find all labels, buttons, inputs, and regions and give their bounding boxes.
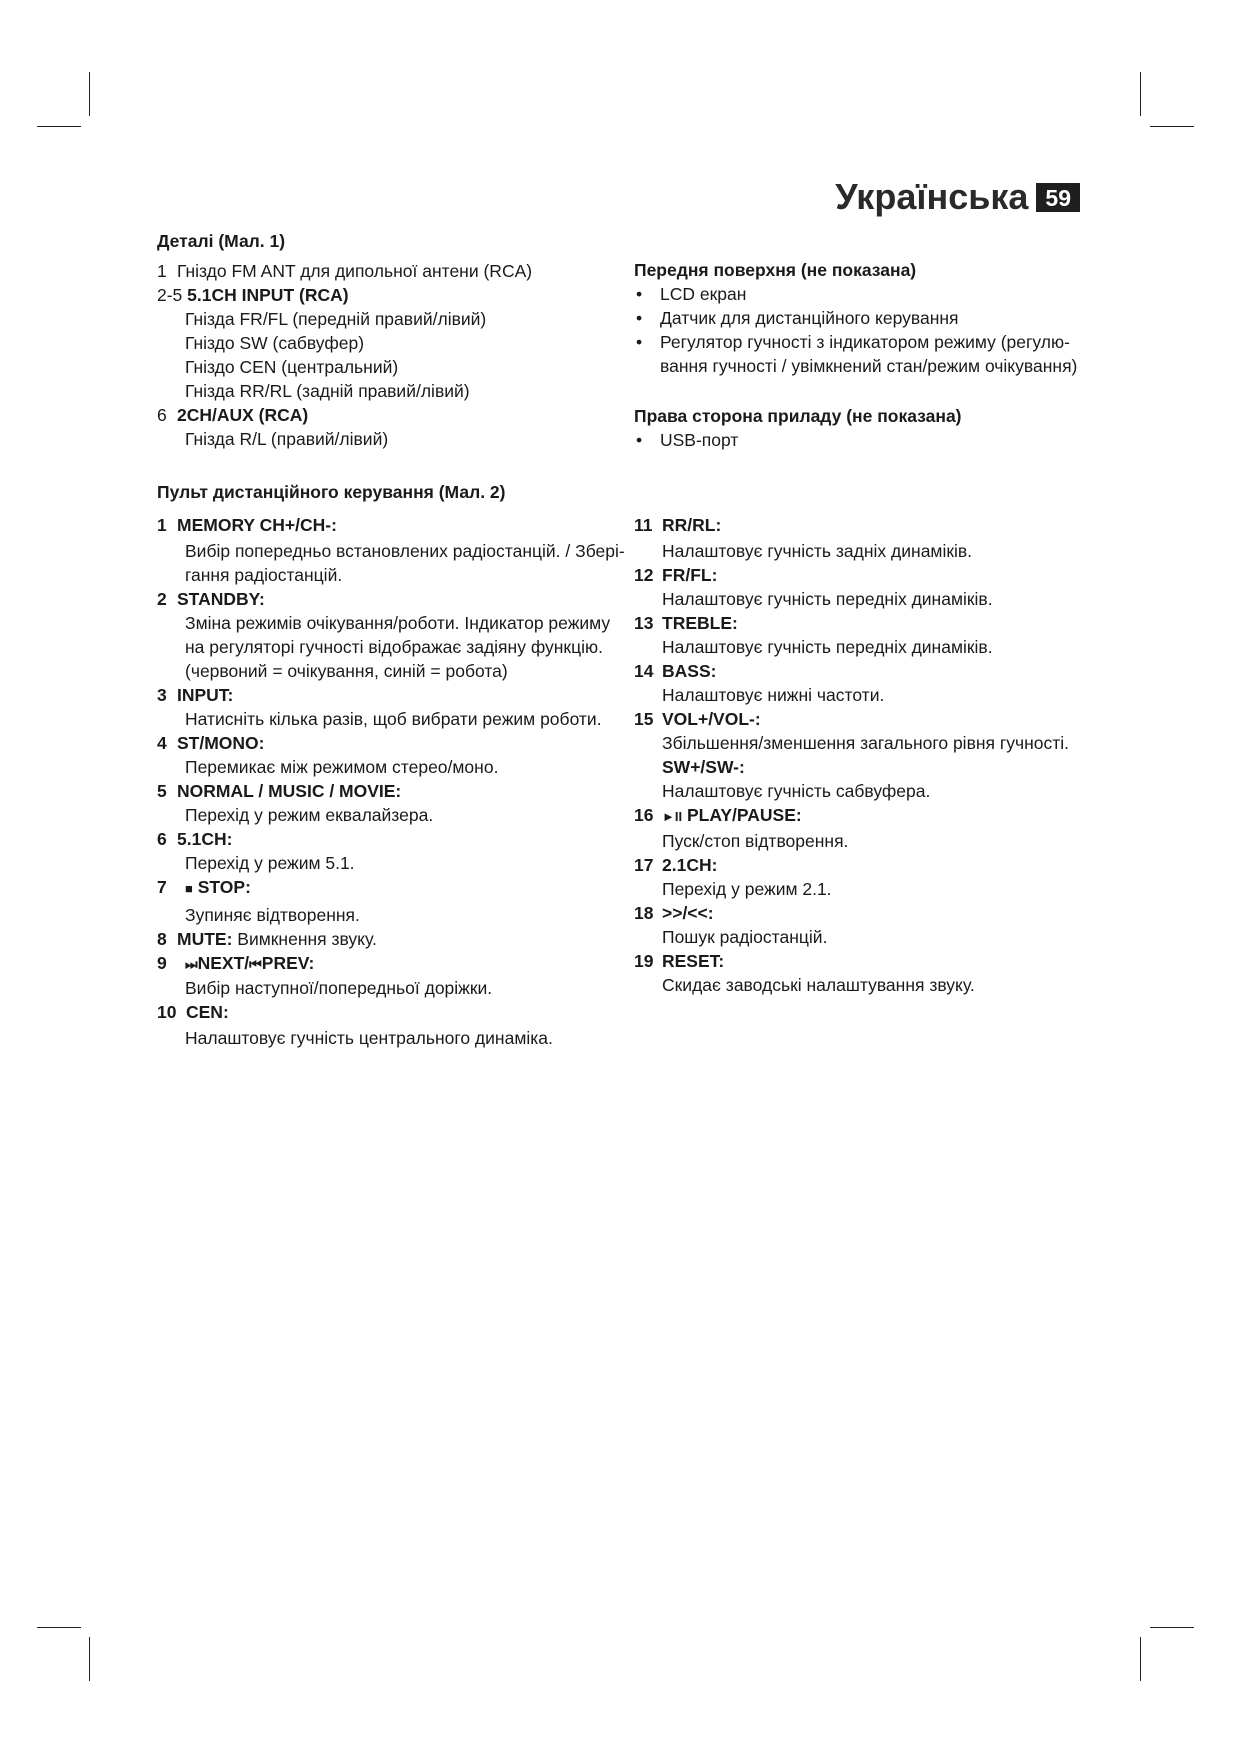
remote-item: 17 2.1CH: [634, 855, 718, 875]
remote-section [157, 480, 657, 504]
remote-desc: Збільшення/зменшення загального рівня гучності. [662, 733, 1070, 753]
remote-item: 13 TREBLE: [634, 613, 738, 633]
play-pause-icon: ►II [662, 809, 683, 824]
list-item: • USB-порт [634, 428, 1104, 452]
remote-desc: Натисніть кілька разів, щоб вибрати режим роботи. [185, 709, 602, 729]
details-item: 2-5 5.1CH INPUT (RCA) [157, 285, 349, 305]
remote-item: 14 BASS: [634, 661, 717, 681]
details-section [157, 229, 627, 451]
remote-left-column [157, 513, 632, 1050]
remote-item: 2 STANDBY: [157, 589, 265, 609]
right-side-heading: Права сторона приладу (не показана) [634, 406, 962, 426]
remote-item: 15 VOL+/VOL-: [634, 709, 761, 729]
remote-desc: Налаштовує нижні частоти. [662, 685, 885, 705]
remote-item: 12 FR/FL: [634, 565, 718, 585]
details-item: 1 Гніздо FM ANT для дипольної антени (RCA) [157, 261, 533, 281]
remote-item: 9 ⏭NEXT/⏮PREV: [157, 953, 315, 973]
crop-mark [89, 1637, 90, 1681]
remote-desc: Налаштовує гучність задніх динаміків. [662, 541, 973, 561]
next-track-icon: ⏭ [185, 956, 198, 972]
crop-mark [89, 72, 90, 116]
stop-icon: ■ [185, 881, 193, 896]
remote-desc: Перехід у режим еквалайзера. [185, 805, 434, 825]
remote-desc: Налаштовує гучність передніх динаміків. [662, 589, 993, 609]
crop-mark [1150, 126, 1194, 127]
remote-item-sub: SW+/SW-: [662, 757, 745, 777]
remote-desc: Пошук радіостанцій. [662, 927, 828, 947]
page-header [835, 176, 1080, 218]
remote-item: 18 >>/<<: [634, 903, 714, 923]
page-title: Українська [835, 176, 1029, 217]
list-item-cont: вання гучності / увімкнений стан/режим очікування) [660, 356, 1078, 376]
remote-desc: Вибір наступної/попередньої доріжки. [185, 978, 493, 998]
remote-desc: гання радіостанцій. [185, 565, 343, 585]
details-sub: Гнізда FR/FL (передній правий/лівий) [185, 309, 487, 329]
remote-desc: Налаштовує гучність передніх динаміків. [662, 637, 993, 657]
list-item: • LCD екран [634, 282, 1104, 306]
remote-desc: Зміна режимів очікування/роботи. Індикатор режиму [185, 613, 611, 633]
remote-desc: Перехід у режим 2.1. [662, 879, 832, 899]
remote-item: 11 RR/RL: [634, 515, 722, 535]
remote-item: 8 MUTE: Вимкнення звуку. [157, 929, 377, 949]
details-heading: Деталі (Мал. 1) [157, 231, 286, 251]
remote-item: 1 MEMORY CH+/CH-: [157, 515, 337, 535]
details-sub: Гнізда RR/RL (задній правий/лівий) [185, 381, 470, 401]
remote-desc: Налаштовує гучність сабвуфера. [662, 781, 931, 801]
page-number: 59 [1036, 183, 1080, 212]
crop-mark [1140, 1637, 1141, 1681]
details-sub: Гніздо CEN (центральний) [185, 357, 399, 377]
list-item: • Регулятор гучності з індикатором режиму (регулю- [634, 330, 1104, 354]
remote-desc: (червоний = очікування, синій = робота) [185, 661, 508, 681]
remote-item: 5 NORMAL / MUSIC / MOVIE: [157, 781, 402, 801]
details-item: 6 2CH/AUX (RCA) [157, 405, 309, 425]
details-sub: Гніздо SW (сабвуфер) [185, 333, 365, 353]
details-sub: Гнізда R/L (правий/лівий) [185, 429, 389, 449]
crop-mark [1150, 1627, 1194, 1628]
remote-desc: на регуляторі гучності відображає задіяну функцію. [185, 637, 603, 657]
remote-item: 19 RESET: [634, 951, 725, 971]
remote-desc: Вибір попередньо встановлених радіостанцій. / Збері- [185, 541, 625, 561]
crop-mark [37, 126, 81, 127]
crop-mark [37, 1627, 81, 1628]
remote-item: 3 INPUT: [157, 685, 234, 705]
remote-desc: Зупиняє відтворення. [185, 905, 360, 925]
previous-track-icon: ⏮ [249, 956, 262, 972]
crop-mark [1140, 72, 1141, 116]
remote-heading: Пульт дистанційного керування (Мал. 2) [157, 482, 506, 502]
remote-desc: Перехід у режим 5.1. [185, 853, 355, 873]
list-item: • Датчик для дистанційного керування [634, 306, 1104, 330]
remote-item: 10 CEN: [157, 1002, 229, 1022]
remote-item: 6 5.1CH: [157, 829, 233, 849]
remote-item: 16 ►II PLAY/PAUSE: [634, 805, 802, 825]
right-side-section [634, 404, 1104, 452]
remote-desc: Налаштовує гучність центрального динаміка. [185, 1028, 553, 1048]
remote-desc: Скидає заводські налаштування звуку. [662, 975, 975, 995]
remote-item: 4 ST/MONO: [157, 733, 265, 753]
front-section [634, 258, 1104, 378]
remote-desc: Пуск/стоп відтворення. [662, 831, 849, 851]
remote-desc: Перемикає між режимом стерео/моно. [185, 757, 499, 777]
remote-item: 7 ■ STOP: [157, 877, 251, 897]
remote-right-column [634, 513, 1104, 997]
front-heading: Передня поверхня (не показана) [634, 260, 917, 280]
